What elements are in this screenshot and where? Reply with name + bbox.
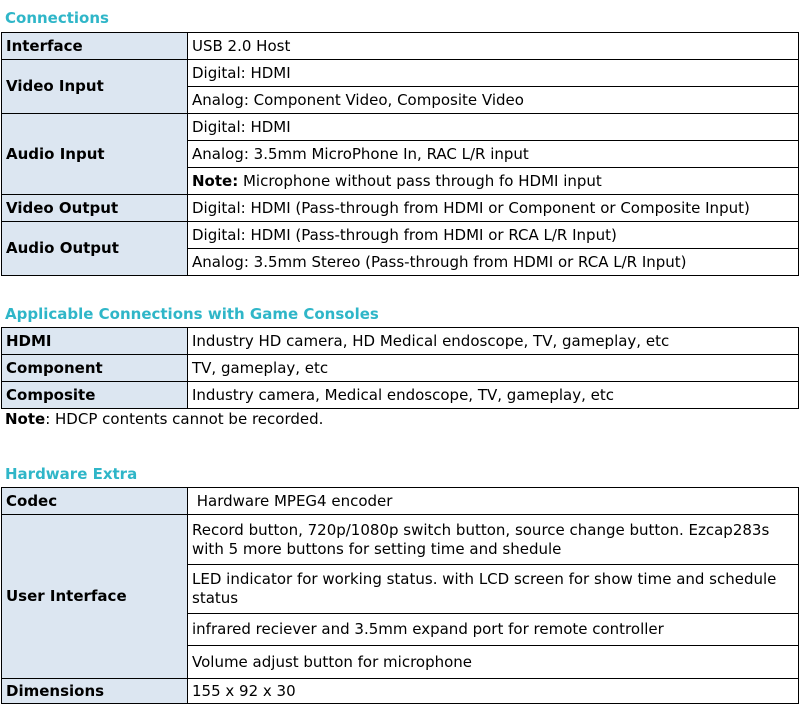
audio-input-note bbox=[188, 168, 799, 195]
user-interface-infrared: infrared reciever and 3.5mm expand port for remote controller bbox=[188, 614, 799, 646]
video-output-label: Video Output bbox=[2, 195, 188, 222]
video-input-analog: Analog: Component Video, Composite Video bbox=[188, 87, 799, 114]
user-interface-volume: Volume adjust button for microphone bbox=[188, 646, 799, 679]
table-row bbox=[2, 114, 799, 141]
hardware-title: Hardware Extra bbox=[5, 465, 138, 483]
table-row bbox=[2, 328, 799, 355]
video-output-value: Digital: HDMI (Pass-through from HDMI or Component or Composite Input) bbox=[188, 195, 799, 222]
consoles-title: Applicable Connections with Game Consoles bbox=[5, 305, 379, 323]
audio-output-digital: Digital: HDMI (Pass-through from HDMI or RCA L/R Input) bbox=[188, 222, 799, 249]
connections-title: Connections bbox=[5, 9, 109, 27]
console-composite-value: Industry camera, Medical endoscope, TV, gameplay, etc bbox=[188, 382, 799, 409]
user-interface-buttons: Record button, 720p/1080p switch button, source change button. Ezcap283s with 5 more buttons for setting time and shedule bbox=[188, 515, 799, 565]
connections-table bbox=[1, 32, 799, 276]
hdcp-note bbox=[5, 409, 323, 429]
hardware-table bbox=[1, 487, 799, 704]
table-row bbox=[2, 515, 799, 565]
console-composite-label: Composite bbox=[2, 382, 188, 409]
audio-output-label: Audio Output bbox=[2, 222, 188, 276]
video-input-digital: Digital: HDMI bbox=[188, 60, 799, 87]
table-row bbox=[2, 60, 799, 87]
consoles-table bbox=[1, 327, 799, 409]
console-hdmi-value: Industry HD camera, HD Medical endoscope, TV, gameplay, etc bbox=[188, 328, 799, 355]
table-row bbox=[2, 679, 799, 704]
audio-input-label: Audio Input bbox=[2, 114, 188, 195]
dimensions-value: 155 x 92 x 30 bbox=[188, 679, 799, 704]
interface-value: USB 2.0 Host bbox=[188, 33, 799, 60]
table-row bbox=[2, 33, 799, 60]
console-component-value: TV, gameplay, etc bbox=[188, 355, 799, 382]
console-hdmi-label: HDMI bbox=[2, 328, 188, 355]
audio-output-analog: Analog: 3.5mm Stereo (Pass-through from HDMI or RCA L/R Input) bbox=[188, 249, 799, 276]
hdcp-note-text: : HDCP contents cannot be recorded. bbox=[45, 410, 324, 428]
video-input-label: Video Input bbox=[2, 60, 188, 114]
audio-input-note-label: Note: bbox=[192, 171, 239, 190]
table-row bbox=[2, 195, 799, 222]
table-row bbox=[2, 488, 799, 515]
hdcp-note-label: Note bbox=[5, 410, 46, 428]
dimensions-label: Dimensions bbox=[2, 679, 188, 704]
user-interface-label: User Interface bbox=[2, 515, 188, 679]
audio-input-digital: Digital: HDMI bbox=[188, 114, 799, 141]
codec-label: Codec bbox=[2, 488, 188, 515]
audio-input-analog: Analog: 3.5mm MicroPhone In, RAC L/R input bbox=[188, 141, 799, 168]
interface-label: Interface bbox=[2, 33, 188, 60]
table-row bbox=[2, 355, 799, 382]
user-interface-led: LED indicator for working status. with LCD screen for show time and schedule status bbox=[188, 565, 799, 614]
table-row bbox=[2, 382, 799, 409]
table-row bbox=[2, 222, 799, 249]
codec-value: Hardware MPEG4 encoder bbox=[188, 488, 799, 515]
audio-input-note-text: Microphone without pass through fo HDMI input bbox=[238, 171, 602, 190]
console-component-label: Component bbox=[2, 355, 188, 382]
